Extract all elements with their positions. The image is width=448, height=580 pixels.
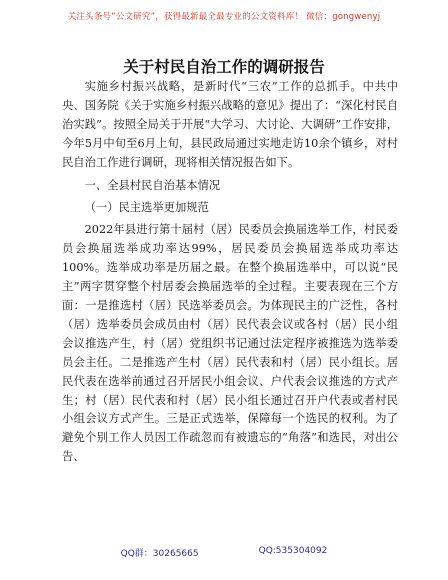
document-body — [62, 78, 398, 467]
footer — [0, 546, 448, 559]
paragraph-election: 2022年县进行第十届村（居）民委员会换届选举工作，村民委员会换届选举成功率达99%，居民委员会换届选举成功率达100%。选举成功率是历届之最。在整个换届选举中，可以说“民主”两字贯穿整个村居委会换届选举的全过程。主要表现在三个方面：一是推选村（居）民选举委员会。为体现民主的广泛性，各村（居）选举委员会成员由村（居）民代表会议或各村（居）民小组会议推选产生，村（居）党组织书记通过法定程序被推选为选举委员会主任。二是推选产生村（居）民代表和村（居）民小组长。居民代表在选举前通过召开居民小组会议、户代表会议推选的方式产生；村（居）民代表和村（居）民小组长通过召开户代表或者村民小组会议方式产生。三是正式选举，保障每一个选民的权利。为了避免个别工作人员因工作疏忽而有被遗忘的“角落”和选民，对出公告、 — [62, 223, 398, 464]
subsection-heading: （一）民主选举更加规范 — [84, 201, 209, 215]
section-heading: 一、全县村民自治基本情况 — [84, 178, 221, 192]
footer-qq-group: QQ群：30265665 — [120, 549, 199, 559]
paragraph-intro: 实施乡村振兴战略，是新时代“三农”工作的总抓手。中共中央、国务院《关于实施乡村振兴战略的意见》提出了：“深化村民自治实践”。按照全局关于开展“大学习、大讨论、大调研”工作安排，今年5月中旬至6月上旬，县民政局通过实地走访10余个镇乡，对村民自治工作进行调研，现将相关情况报告如下。 — [62, 80, 398, 169]
footer-qq: QQ:535304092 — [258, 546, 328, 556]
document-title: 关于村民自治工作的调研报告 — [123, 58, 325, 76]
header-note: 关注头条号“公文研究”，获得最新最全最专业的公文资料库！ 微信：gongwenyj — [67, 12, 381, 22]
